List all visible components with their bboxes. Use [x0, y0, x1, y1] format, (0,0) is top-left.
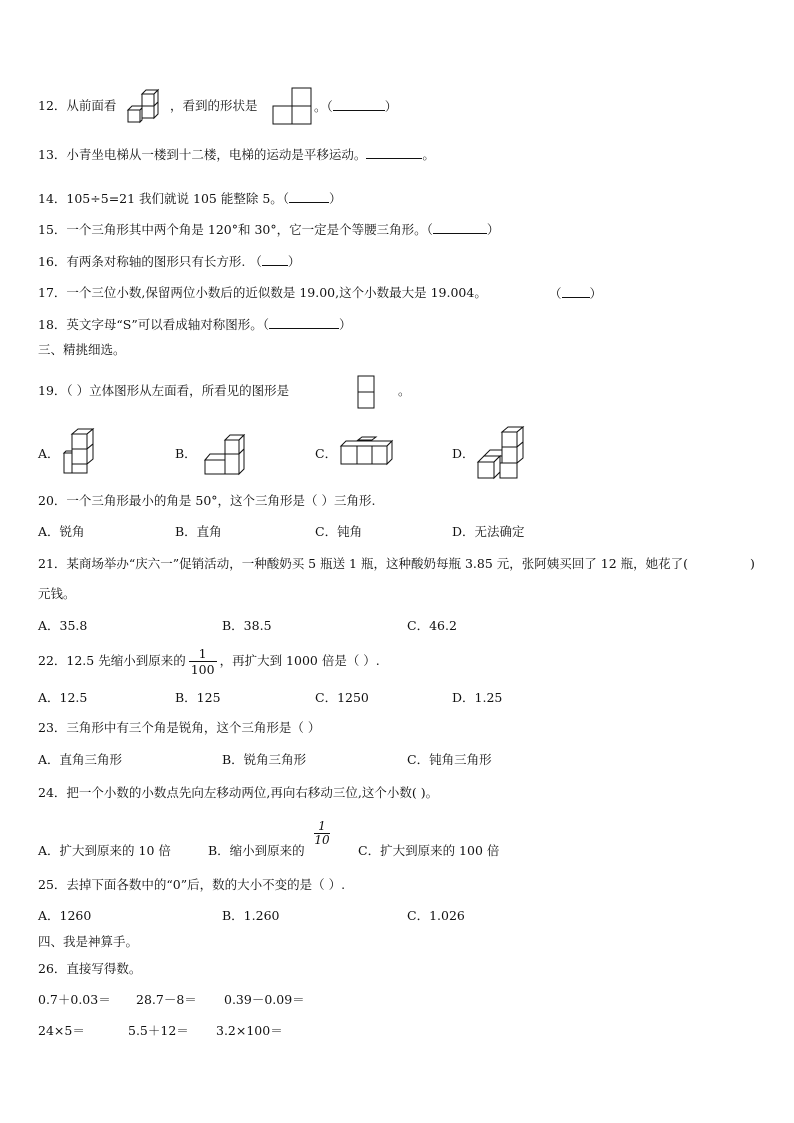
cube-shape-c-icon	[338, 436, 398, 468]
question-20: 20．一个三角形最小的角是 50°，这个三角形是（ ）三角形.	[38, 493, 376, 508]
question-22: 22．12.5 先缩小到原来的 $\frac{1}{100}$ ，再扩大到 1000 倍是（ ）.	[38, 646, 380, 677]
option-21-b[interactable]: B．38.5	[222, 618, 272, 633]
option-25-b[interactable]: B．1.260	[222, 908, 280, 923]
question-13: 13．小青坐电梯从一楼到十二楼，电梯的运动是平移运动。 。	[38, 147, 435, 162]
question-12-mid: ，看到的形状是	[170, 98, 258, 113]
question-17-answer: （ ）	[549, 286, 603, 301]
option-22-b[interactable]: B．125	[175, 690, 221, 705]
question-17: 17．一个三位小数,保留两位小数后的近似数是 19.00,这个小数最大是 19.004。	[38, 285, 487, 300]
option-25-a[interactable]: A．1260	[38, 908, 92, 923]
option-20-a[interactable]: A．锐角	[38, 524, 85, 539]
question-25: 25．去掉下面各数中的“0”后，数的大小不变的是（ ）.	[38, 877, 346, 892]
fraction-1-100: $\frac{1}{100}$	[190, 646, 215, 677]
option-21-a[interactable]: A．35.8	[38, 618, 88, 633]
section-heading-4: 四、我是神算手。	[38, 934, 139, 949]
section-heading-3: 三、精挑细选。	[38, 342, 126, 357]
calc-item: 24×5＝	[38, 1023, 85, 1038]
answer-blank[interactable]	[333, 98, 385, 111]
cube-shape-b-icon	[203, 434, 247, 476]
question-21-close: )	[750, 556, 755, 571]
answer-blank[interactable]	[269, 316, 339, 329]
question-18: 18．英文字母“S”可以看成轴对称图形。（ ）	[38, 317, 352, 332]
question-21-line2: 元钱。	[38, 586, 76, 601]
option-19-c[interactable]: C．	[315, 446, 338, 461]
option-20-b[interactable]: B．直角	[175, 524, 222, 539]
left-view-shape-icon	[356, 374, 376, 410]
question-26: 26．直接写得数。	[38, 961, 142, 976]
answer-blank[interactable]	[562, 285, 590, 298]
calc-item: 28.7－8＝	[136, 992, 197, 1007]
option-19-d[interactable]: D．	[452, 446, 475, 461]
question-19-end: 。	[398, 383, 411, 398]
option-22-c[interactable]: C．1250	[315, 690, 369, 705]
cube-shape-d-icon	[476, 426, 526, 482]
calc-item: 3.2×100＝	[216, 1023, 283, 1038]
option-23-b[interactable]: B．锐角三角形	[222, 752, 307, 767]
option-21-c[interactable]: C．46.2	[407, 618, 457, 633]
answer-blank[interactable]	[289, 190, 329, 203]
question-19: 19．（ ）立体图形从左面看，所看见的图形是	[38, 383, 290, 398]
question-21: 21．某商场举办“庆六一”促销活动，一种酸奶买 5 瓶送 1 瓶，这种酸奶每瓶 3.85 元，张阿姨买回了 12 瓶，她花了(	[38, 556, 688, 571]
option-25-c[interactable]: C．1.026	[407, 908, 465, 923]
question-12: 12．从前面看	[38, 98, 117, 113]
cube-shape-a-icon	[62, 428, 96, 476]
question-15: 15．一个三角形其中两个角是 120°和 30°，它一定是个等腰三角形。（ ）	[38, 222, 500, 237]
option-24-a[interactable]: A．扩大到原来的 10 倍	[38, 843, 171, 858]
question-24: 24．把一个小数的小数点先向左移动两位,再向右移动三位,这个小数( )。	[38, 785, 439, 800]
calc-item: 5.5＋12＝	[128, 1023, 189, 1038]
question-12-answer: 。（ ）	[314, 99, 398, 114]
option-20-c[interactable]: C．钝角	[315, 524, 363, 539]
option-19-b[interactable]: B．	[175, 446, 197, 461]
front-view-shape-icon	[271, 86, 313, 126]
question-14: 14．105÷5=21 我们就说 105 能整除 5。（ ）	[38, 191, 342, 206]
question-23: 23．三角形中有三个角是锐角，这个三角形是（ ）	[38, 720, 321, 735]
option-22-a[interactable]: A．12.5	[38, 690, 88, 705]
option-24-b[interactable]: B．缩小到原来的	[208, 843, 305, 858]
fraction-1-10: 1 10	[314, 819, 330, 847]
answer-blank[interactable]	[262, 253, 288, 266]
option-23-c[interactable]: C．钝角三角形	[407, 752, 492, 767]
option-23-a[interactable]: A．直角三角形	[38, 752, 123, 767]
question-16: 16．有两条对称轴的图形只有长方形. （ ）	[38, 254, 301, 269]
calc-item: 0.39－0.09＝	[224, 992, 305, 1007]
option-19-a[interactable]: A．	[38, 446, 60, 461]
answer-blank[interactable]	[366, 146, 422, 159]
option-20-d[interactable]: D．无法确定	[452, 524, 525, 539]
answer-blank[interactable]	[433, 221, 487, 234]
option-24-c[interactable]: C．扩大到原来的 100 倍	[358, 843, 500, 858]
cube-stack-front-view-icon	[126, 86, 162, 126]
option-22-d[interactable]: D．1.25	[452, 690, 503, 705]
calc-item: 0.7＋0.03＝	[38, 992, 111, 1007]
